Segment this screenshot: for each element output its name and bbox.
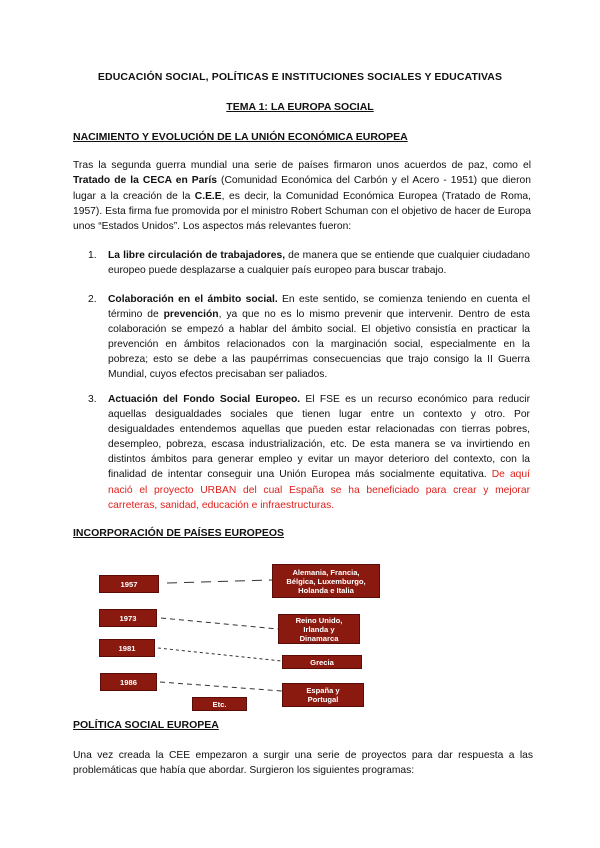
timeline-countries-1957: Alemania, Francia, Bélgica, Luxemburgo, Holanda e Italia [272, 564, 380, 598]
list-item-text-cont: , ya que no es lo mismo prevenir que intervenir. Dentro de esta colaboración se empezó a hablar del ámbito social. El objetivo consistía en practicar la prevención en ámbitos relacionados con la marginación social, especialmente en la pobreza; esto se debe a las paupérrimas consecuencias que trajo consigo la II Guerra Mundial, cuyos efectos precisaban ser paliados. [108, 309, 530, 381]
list-item-2 [88, 292, 530, 383]
list-number: 1. [88, 250, 97, 261]
list-item-bold: La libre circulación de trabajadores, [108, 250, 286, 261]
list-item-text: En este sentido, se comienza teniendo en cuenta el término de [108, 294, 530, 321]
list-item-1 [88, 248, 530, 278]
connector-1973 [161, 618, 278, 629]
connector-1986 [160, 682, 282, 691]
intro-paragraph [73, 158, 531, 234]
list-item-text: El FSE es un recurso económico para reducir aquellas desigualdades sociales que tienen lugar entre un contexto y otro. Por desigualdades entendemos aquellas que pueden estar relacionadas con tierras pobres, desempleo, pobreza, escasa industrialización, etc. De esta manera se va invirtiendo en distintos ámbitos para generar empleo y evitar un mayor deterioro del contexto, con la finalidad de intentar conseguir una Unión Europea más socialmente equitativa. [108, 394, 531, 481]
document-title: EDUCACIÓN SOCIAL, POLÍTICAS E INSTITUCIONES SOCIALES Y EDUCATIVAS [97, 71, 503, 83]
intro-text-1: Tras la segunda guerra mundial una serie de países firmaron unos acuerdos de paz, como el [73, 160, 531, 171]
list-item-bold: Colaboración en el ámbito social. [108, 294, 278, 305]
urban-red-text: De aquí nació el proyecto URBAN del cual España se ha beneficiado para crear y mejorar carreteras, sanidad, educación e infraestructuras. [108, 469, 530, 511]
list-item-bold: Actuación del Fondo Social Europeo. [108, 394, 301, 405]
intro-bold-cee: C.E.E [194, 190, 222, 202]
timeline-countries-1973: Reino Unido, Irlanda y Dinamarca [278, 614, 360, 644]
timeline-countries-1981: Grecia [282, 655, 362, 669]
topic-title: TEMA 1: LA EUROPA SOCIAL [226, 101, 374, 113]
list-number: 3. [88, 394, 97, 405]
section-heading-politica: POLÍTICA SOCIAL EUROPEA [73, 719, 219, 731]
list-item-bold-prevencion: prevención [163, 309, 219, 321]
connector-1957 [167, 580, 272, 583]
timeline-year-1981: 1981 [99, 639, 155, 657]
list-item-3 [88, 392, 530, 513]
connector-1981 [158, 648, 282, 661]
politica-paragraph: Una vez creada la CEE empezaron a surgir una serie de proyectos para dar respuesta a las problemáticas que había que abordar. Surgieron los siguientes programas: [73, 750, 533, 777]
section-heading-incorporacion: INCORPORACIÓN DE PAÍSES EUROPEOS [73, 527, 285, 539]
timeline-year-1973: 1973 [99, 609, 157, 627]
timeline-countries-1986: España y Portugal [282, 683, 364, 707]
intro-text-2: (Comunidad Económica del Carbón y el Acero - 1951) que dieron lugar a la creación de la [73, 175, 531, 202]
section-heading-nacimiento: NACIMIENTO Y EVOLUCIÓN DE LA UNIÓN ECONÓMICA EUROPEA [73, 131, 408, 143]
timeline-year-1957: 1957 [99, 575, 159, 593]
intro-bold-ceca: Tratado de la CECA en París [73, 175, 217, 187]
intro-text-3: , es decir, la Comunidad Económica Europea (Tratado de Roma, 1957). Esta firma fue promovida por el ministro Robert Schuman con el objetivo de hacer de Europa unos “Estados Unidos”. Los aspectos más relevantes fueron: [73, 190, 531, 233]
timeline-year-1986: 1986 [100, 673, 157, 691]
timeline-year-etc: Etc. [192, 697, 247, 711]
list-number: 2. [88, 294, 97, 305]
list-item-text: de manera que se entiende que cualquier ciudadano europeo puede desplazarse a cualquier país europeo para buscar trabajo. [108, 250, 530, 277]
